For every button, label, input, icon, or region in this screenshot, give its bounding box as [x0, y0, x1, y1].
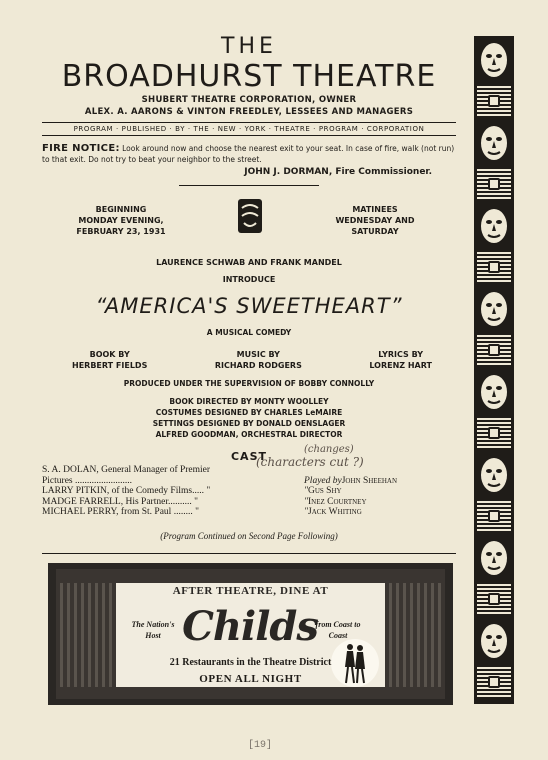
cast-role: S. A. DOLAN, General Manager of Premier — [42, 465, 211, 475]
lyrics-label: LYRICS BY — [378, 350, 424, 359]
childs-advertisement — [48, 563, 453, 705]
small-mask-icon — [488, 510, 500, 522]
matinee-line-1: MATINEES — [352, 205, 398, 214]
theatre-mask-icon — [478, 372, 510, 412]
cast-list — [42, 465, 456, 518]
matinee-line-2: WEDNESDAY AND — [335, 216, 415, 225]
program-main-column — [42, 30, 456, 554]
fire-commissioner: JOHN J. DORMAN, Fire Commissioner. — [244, 167, 432, 177]
small-mask-icon — [488, 344, 500, 356]
matinee-line-3: SATURDAY — [351, 227, 399, 236]
cast-actor: Jack Whiting — [308, 507, 362, 517]
staff-line-1: BOOK DIRECTED BY MONTY WOOLLEY — [169, 397, 329, 406]
header-the: THE — [221, 34, 277, 59]
cast-role: MADGE FARRELL, His Partner.......... " — [42, 496, 198, 507]
book-label: BOOK BY — [89, 350, 130, 359]
theatre-mask-icon — [478, 538, 510, 578]
cast-role: MICHAEL PERRY, from St. Paul ........ " — [42, 507, 199, 517]
handwritten-note — [256, 444, 364, 468]
credit-music — [215, 349, 302, 371]
ad-headline: AFTER THEATRE, DINE AT — [172, 585, 329, 597]
childs-logo: Childs — [182, 603, 318, 650]
cast-row — [42, 486, 456, 497]
theatre-mask-icon — [478, 206, 510, 246]
program-publisher-line: PROGRAM · PUBLISHED · BY · THE · NEW · YORK · THEATRE · PROGRAM · CORPORATION — [42, 122, 456, 136]
book-author: HERBERT FIELDS — [72, 361, 148, 370]
cast-played-by: " — [304, 507, 308, 517]
page-number: [19] — [248, 740, 273, 751]
show-title: “AMERICA'S SWEETHEART” — [95, 294, 403, 318]
theatre-name: BROADHURST THEATRE — [61, 59, 437, 94]
opening-line-1: BEGINNING — [95, 205, 147, 214]
ad-coast: from Coast to Coast — [315, 620, 361, 640]
cast-actor: Gus Shy — [308, 486, 342, 496]
small-mask-icon — [488, 95, 500, 107]
cast-role: LARRY PITKIN, of the Comedy Films..... " — [42, 486, 211, 496]
cast-row — [42, 476, 456, 487]
cast-role: Pictures ........................ — [42, 475, 132, 486]
credits-row — [42, 349, 456, 371]
owner-line: SHUBERT THEATRE CORPORATION, OWNER — [141, 95, 357, 105]
staff-credits — [42, 396, 456, 440]
cast-actor: Inez Courtney — [308, 496, 367, 507]
opening-date — [76, 204, 166, 237]
small-mask-icon — [488, 593, 500, 605]
staff-line-4: ALFRED GOODMAN, ORCHESTRAL DIRECTOR — [155, 430, 343, 439]
theatre-mask-icon — [478, 123, 510, 163]
music-label: MUSIC BY — [236, 350, 280, 359]
show-subtitle: A MUSICAL COMEDY — [206, 328, 292, 337]
continued-note: (Program Continued on Second Page Following) — [160, 530, 338, 541]
music-composer: RICHARD RODGERS — [214, 361, 302, 370]
handwritten-line-2: (characters cut ?) — [256, 455, 364, 469]
schedule-block — [42, 194, 456, 252]
credit-book — [72, 349, 147, 371]
lessees-line: ALEX. A. AARONS & VINTON FREEDLEY, LESSEES AND MANAGERS — [84, 107, 414, 117]
credit-lyrics — [369, 349, 432, 371]
ad-host: The Nation's Host — [131, 620, 175, 640]
mask-border-column — [474, 36, 514, 704]
cast-row — [42, 497, 456, 508]
cast-heading: CAST — [230, 450, 267, 463]
audience-silhouette — [56, 687, 445, 699]
divider — [42, 553, 456, 554]
ad-stage — [56, 569, 445, 699]
fire-notice-text: Look around now and choose the nearest exit to your seat. In case of fire, walk (not run) to that exit. Do not try to beat your neighbor to the street. — [42, 144, 455, 164]
theatre-emblem-icon — [237, 198, 263, 234]
theatre-mask-icon — [478, 289, 510, 329]
cast-row — [42, 465, 456, 476]
staff-line-2: COSTUMES DESIGNED BY CHARLES LeMAIRE — [155, 408, 343, 417]
fire-notice — [42, 143, 456, 165]
ad-restaurants: 21 Restaurants in the Theatre District — [169, 657, 332, 668]
ad-open-all-night: OPEN ALL NIGHT — [199, 673, 302, 685]
cast-played-by: Played by — [304, 475, 342, 486]
handwritten-line-1: (changes) — [304, 444, 354, 455]
stage-valance — [56, 569, 445, 583]
theatre-mask-icon — [478, 455, 510, 495]
theatre-mask-icon — [478, 621, 510, 661]
cast-played-by: " — [304, 486, 308, 496]
producers-line: LAURENCE SCHWAB AND FRANK MANDEL — [156, 258, 342, 267]
lyricist: LORENZ HART — [369, 361, 432, 370]
staff-line-3: SETTINGS DESIGNED BY DONALD OENSLAGER — [152, 419, 346, 428]
opening-line-2: MONDAY EVENING, — [78, 216, 164, 225]
small-mask-icon — [488, 178, 500, 190]
small-mask-icon — [488, 261, 500, 273]
cast-played-by: " — [304, 496, 308, 507]
divider — [179, 185, 319, 186]
introduce-line: INTRODUCE — [222, 275, 276, 284]
fire-notice-label: FIRE NOTICE: — [42, 143, 120, 154]
opening-line-3: FEBRUARY 23, 1931 — [76, 227, 166, 236]
small-mask-icon — [488, 676, 500, 688]
cast-row — [42, 507, 456, 518]
theatre-mask-icon — [478, 40, 510, 80]
cast-actor: John Sheehan — [341, 475, 398, 486]
supervision-line: PRODUCED UNDER THE SUPERVISION OF BOBBY CONNOLLY — [123, 379, 375, 388]
small-mask-icon — [488, 427, 500, 439]
matinee-schedule — [330, 204, 420, 237]
